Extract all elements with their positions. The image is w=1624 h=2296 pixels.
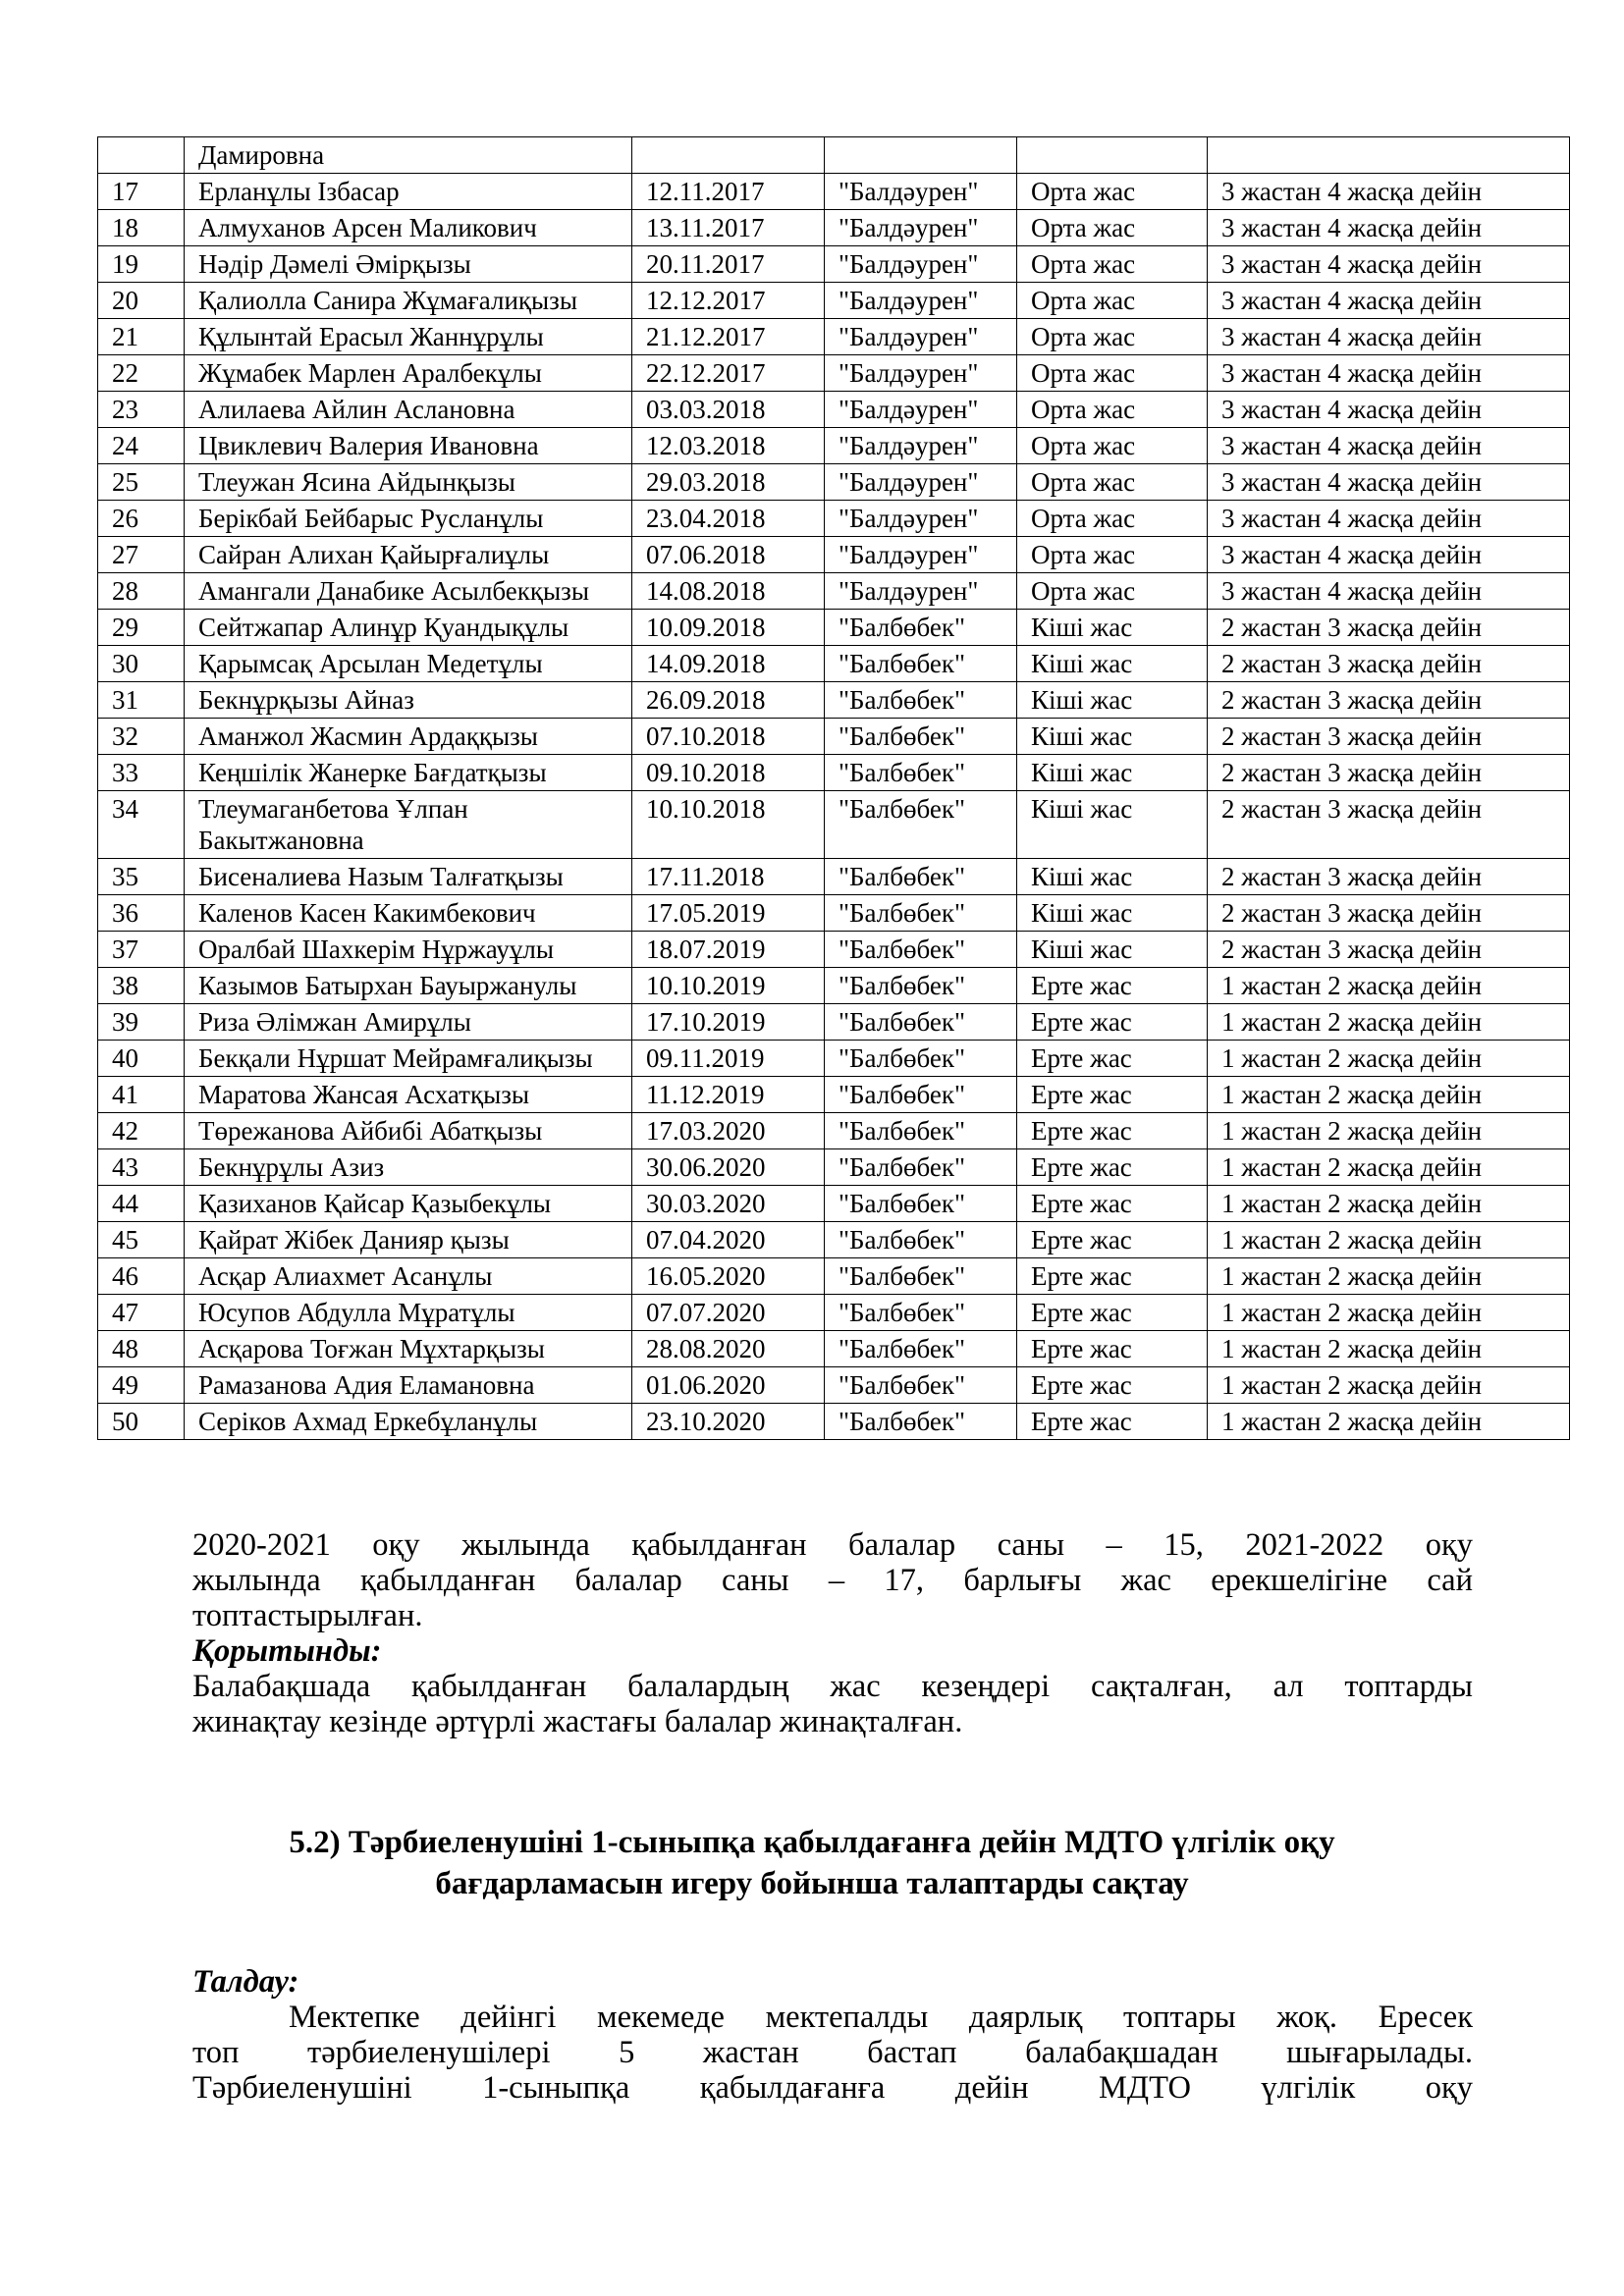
cell-age-range [1208,137,1570,174]
cell-group: "Балдәурен" [825,210,1017,246]
cell-number: 19 [98,246,185,283]
table-row [98,755,1570,791]
table-row [98,895,1570,932]
cell-birth-date: 26.09.2018 [632,682,825,719]
section-title [118,1822,1506,1904]
table-row [98,537,1570,573]
cell-age-range: 3 жастан 4 жасқа дейін [1208,537,1570,573]
cell-name: Алилаева Айлин Аслановна [185,392,632,428]
cell-number: 39 [98,1004,185,1041]
cell-name: Каленов Касен Какимбекович [185,895,632,932]
cell-group: "Балдәурен" [825,573,1017,610]
cell-number: 30 [98,646,185,682]
cell-age-range: 2 жастан 3 жасқа дейін [1208,682,1570,719]
cell-group: "Балбөбек" [825,1004,1017,1041]
cell-number: 21 [98,319,185,355]
cell-birth-date: 23.10.2020 [632,1404,825,1440]
cell-group: "Балбөбек" [825,1149,1017,1186]
cell-age-category: Кіші жас [1017,859,1208,895]
cell-age-category: Орта жас [1017,501,1208,537]
cell-birth-date: 14.08.2018 [632,573,825,610]
table-row [98,932,1570,968]
cell-name: Сейтжапар Алинұр Қуандықұлы [185,610,632,646]
cell-age-category: Орта жас [1017,210,1208,246]
cell-number: 47 [98,1295,185,1331]
cell-group: "Балбөбек" [825,1222,1017,1258]
table-row [98,392,1570,428]
cell-age-range: 1 жастан 2 жасқа дейін [1208,1149,1570,1186]
cell-age-category: Орта жас [1017,174,1208,210]
analysis-line: топ тәрбиеленушілері 5 жастан бастап балабақшадан шығарылады. [192,2035,1473,2070]
cell-age-range: 1 жастан 2 жасқа дейін [1208,968,1570,1004]
table-row [98,1331,1570,1367]
table-row [98,1004,1570,1041]
cell-age-category: Кіші жас [1017,932,1208,968]
cell-name: Нәдір Дәмелі Әмірқызы [185,246,632,283]
cell-age-category: Ерте жас [1017,1222,1208,1258]
cell-number [98,137,185,174]
cell-group: "Балбөбек" [825,1295,1017,1331]
table-row [98,1186,1570,1222]
cell-name: Оралбай Шахкерім Нұржауұлы [185,932,632,968]
cell-group: "Балдәурен" [825,501,1017,537]
cell-number: 18 [98,210,185,246]
cell-age-category: Орта жас [1017,573,1208,610]
roster-body [98,137,1570,1440]
cell-number: 37 [98,932,185,968]
cell-group: "Балдәурен" [825,392,1017,428]
cell-birth-date: 17.11.2018 [632,859,825,895]
cell-number: 29 [98,610,185,646]
cell-number: 20 [98,283,185,319]
cell-age-range: 1 жастан 2 жасқа дейін [1208,1186,1570,1222]
cell-age-range: 2 жастан 3 жасқа дейін [1208,791,1570,859]
cell-name: Қайрат Жібек Данияр қызы [185,1222,632,1258]
analysis-heading: Талдау: [192,1964,299,2000]
cell-group: "Балбөбек" [825,791,1017,859]
cell-age-category: Ерте жас [1017,1004,1208,1041]
cell-group: "Балбөбек" [825,1113,1017,1149]
cell-number: 38 [98,968,185,1004]
cell-group: "Балбөбек" [825,895,1017,932]
cell-number: 26 [98,501,185,537]
table-row [98,501,1570,537]
table-row [98,210,1570,246]
cell-name: Бекнұрұлы Азиз [185,1149,632,1186]
cell-group: "Балбөбек" [825,682,1017,719]
cell-group: "Балдәурен" [825,355,1017,392]
cell-number: 42 [98,1113,185,1149]
cell-age-range: 3 жастан 4 жасқа дейін [1208,464,1570,501]
table-row [98,682,1570,719]
cell-name: Қалиолла Санира Жұмағалиқызы [185,283,632,319]
cell-group: "Балбөбек" [825,1404,1017,1440]
cell-group: "Балбөбек" [825,1367,1017,1404]
table-row [98,246,1570,283]
table-row [98,646,1570,682]
cell-number: 36 [98,895,185,932]
cell-name: Құлынтай Ерасыл Жаннұрұлы [185,319,632,355]
cell-age-category: Кіші жас [1017,791,1208,859]
cell-birth-date: 16.05.2020 [632,1258,825,1295]
cell-name: Алмуханов Арсен Маликович [185,210,632,246]
cell-age-category: Орта жас [1017,392,1208,428]
cell-birth-date: 13.11.2017 [632,210,825,246]
cell-birth-date: 23.04.2018 [632,501,825,537]
cell-birth-date: 20.11.2017 [632,246,825,283]
cell-age-range: 3 жастан 4 жасқа дейін [1208,283,1570,319]
cell-number: 27 [98,537,185,573]
cell-number: 35 [98,859,185,895]
cell-name: Бисеналиева Назым Талғатқызы [185,859,632,895]
cell-birth-date: 18.07.2019 [632,932,825,968]
cell-number: 45 [98,1222,185,1258]
cell-age-category: Орта жас [1017,246,1208,283]
table-row [98,791,1570,859]
cell-name: Берікбай Бейбарыс Русланұлы [185,501,632,537]
cell-birth-date: 30.03.2020 [632,1186,825,1222]
conclusion-line: Балабақшада қабылданған балалардың жас кезеңдері сақталған, ал топтарды [192,1669,1473,1704]
cell-birth-date: 12.11.2017 [632,174,825,210]
summary-line: топтастырылған. [192,1598,423,1633]
cell-birth-date: 07.04.2020 [632,1222,825,1258]
cell-age-range: 1 жастан 2 жасқа дейін [1208,1077,1570,1113]
cell-birth-date: 22.12.2017 [632,355,825,392]
cell-birth-date: 07.07.2020 [632,1295,825,1331]
cell-age-range: 3 жастан 4 жасқа дейін [1208,355,1570,392]
cell-age-range: 1 жастан 2 жасқа дейін [1208,1222,1570,1258]
cell-number: 31 [98,682,185,719]
cell-age-range: 1 жастан 2 жасқа дейін [1208,1041,1570,1077]
cell-birth-date: 11.12.2019 [632,1077,825,1113]
table-row [98,1041,1570,1077]
cell-birth-date: 10.10.2019 [632,968,825,1004]
table-row [98,573,1570,610]
cell-age-range: 2 жастан 3 жасқа дейін [1208,719,1570,755]
cell-age-range: 2 жастан 3 жасқа дейін [1208,610,1570,646]
cell-age-range: 2 жастан 3 жасқа дейін [1208,755,1570,791]
cell-age-category: Кіші жас [1017,895,1208,932]
cell-group: "Балбөбек" [825,968,1017,1004]
cell-birth-date: 17.10.2019 [632,1004,825,1041]
cell-age-range: 3 жастан 4 жасқа дейін [1208,210,1570,246]
cell-age-range: 2 жастан 3 жасқа дейін [1208,859,1570,895]
cell-group: "Балбөбек" [825,932,1017,968]
cell-group: "Балбөбек" [825,1331,1017,1367]
cell-group: "Балдәурен" [825,246,1017,283]
cell-group: "Балбөбек" [825,646,1017,682]
cell-age-range: 3 жастан 4 жасқа дейін [1208,319,1570,355]
table-row [98,610,1570,646]
cell-birth-date: 12.12.2017 [632,283,825,319]
cell-group: "Балдәурен" [825,319,1017,355]
cell-age-category: Орта жас [1017,428,1208,464]
cell-birth-date: 17.03.2020 [632,1113,825,1149]
cell-name: Төрежанова Айбибі Абатқызы [185,1113,632,1149]
cell-birth-date: 21.12.2017 [632,319,825,355]
table-row [98,1258,1570,1295]
cell-birth-date: 12.03.2018 [632,428,825,464]
cell-name: Кеңшілік Жанерке Бағдатқызы [185,755,632,791]
cell-name: Бекқали Нұршат Мейрамғалиқызы [185,1041,632,1077]
cell-name: Цвиклевич Валерия Ивановна [185,428,632,464]
table-row [98,1367,1570,1404]
cell-age-range: 2 жастан 3 жасқа дейін [1208,932,1570,968]
cell-group: "Балдәурен" [825,174,1017,210]
cell-age-category: Кіші жас [1017,610,1208,646]
cell-number: 48 [98,1331,185,1367]
cell-birth-date: 14.09.2018 [632,646,825,682]
cell-number: 50 [98,1404,185,1440]
cell-group: "Балбөбек" [825,1077,1017,1113]
cell-age-category: Орта жас [1017,319,1208,355]
cell-name: Қазиханов Қайсар Қазыбекұлы [185,1186,632,1222]
cell-age-range: 1 жастан 2 жасқа дейін [1208,1295,1570,1331]
table-row [98,1404,1570,1440]
cell-age-category: Орта жас [1017,355,1208,392]
cell-group: "Балбөбек" [825,755,1017,791]
cell-group: "Балдәурен" [825,428,1017,464]
cell-age-category: Кіші жас [1017,682,1208,719]
cell-age-category: Ерте жас [1017,1077,1208,1113]
analysis-line: Мектепке дейінгі мекемеде мектепалды даярлық топтары жоқ. Ересек [289,2000,1473,2035]
cell-number: 41 [98,1077,185,1113]
cell-age-category: Ерте жас [1017,1258,1208,1295]
cell-name: Аманжол Жасмин Ардаққызы [185,719,632,755]
cell-name: Маратова Жансая Асхатқызы [185,1077,632,1113]
cell-age-category: Ерте жас [1017,1367,1208,1404]
table-row [98,283,1570,319]
cell-name: Серіков Ахмад Еркебұланұлы [185,1404,632,1440]
cell-birth-date: 09.11.2019 [632,1041,825,1077]
cell-age-category: Кіші жас [1017,646,1208,682]
conclusion-line: жинақтау кезінде әртүрлі жастағы балалар жинақталған. [192,1704,963,1739]
cell-age-range: 1 жастан 2 жасқа дейін [1208,1004,1570,1041]
cell-age-category: Ерте жас [1017,1186,1208,1222]
cell-name: Рамазанова Адия Еламановна [185,1367,632,1404]
cell-group: "Балбөбек" [825,859,1017,895]
cell-name: Қарымсақ Арсылан Медетұлы [185,646,632,682]
cell-age-category: Кіші жас [1017,719,1208,755]
cell-group: "Балбөбек" [825,1041,1017,1077]
cell-name: Юсупов Абдулла Мұратұлы [185,1295,632,1331]
table-row [98,319,1570,355]
section-title-line: бағдарламасын игеру бойынша талаптарды сақтау [435,1866,1189,1901]
table-row [98,428,1570,464]
cell-group: "Балбөбек" [825,610,1017,646]
cell-birth-date: 01.06.2020 [632,1367,825,1404]
cell-age-category: Ерте жас [1017,968,1208,1004]
cell-group [825,137,1017,174]
cell-group: "Балбөбек" [825,1258,1017,1295]
section-title-line: 5.2) Тәрбиеленушіні 1-сыныпқа қабылдағанға дейін МДТО үлгілік оқу [289,1825,1335,1860]
cell-number: 40 [98,1041,185,1077]
cell-name: Риза Әлімжан Амирұлы [185,1004,632,1041]
cell-group: "Балбөбек" [825,719,1017,755]
cell-number: 46 [98,1258,185,1295]
table-row [98,719,1570,755]
cell-name: Амангали Данабике Асылбекқызы [185,573,632,610]
cell-name: Казымов Батырхан Бауыржанулы [185,968,632,1004]
cell-birth-date: 09.10.2018 [632,755,825,791]
cell-birth-date: 07.10.2018 [632,719,825,755]
cell-age-range: 1 жастан 2 жасқа дейін [1208,1113,1570,1149]
cell-number: 34 [98,791,185,859]
cell-group: "Балдәурен" [825,464,1017,501]
cell-age-range: 1 жастан 2 жасқа дейін [1208,1331,1570,1367]
summary-line: 2020-2021 оқу жылында қабылданған балалар саны – 15, 2021-2022 оқу [192,1527,1473,1563]
cell-age-category: Ерте жас [1017,1041,1208,1077]
cell-birth-date: 29.03.2018 [632,464,825,501]
cell-age-category: Ерте жас [1017,1404,1208,1440]
cell-age-category: Орта жас [1017,283,1208,319]
cell-birth-date: 10.09.2018 [632,610,825,646]
table-row [98,1295,1570,1331]
cell-number: 23 [98,392,185,428]
table-row [98,1222,1570,1258]
cell-name: Сайран Алихан Қайырғалиұлы [185,537,632,573]
table-row [98,464,1570,501]
cell-number: 22 [98,355,185,392]
summary-paragraph [192,1527,1473,1633]
analysis-paragraph [192,2000,1473,2106]
cell-group: "Балдәурен" [825,283,1017,319]
cell-name: Жұмабек Марлен Аралбекұлы [185,355,632,392]
cell-number: 32 [98,719,185,755]
cell-age-range: 3 жастан 4 жасқа дейін [1208,174,1570,210]
cell-birth-date: 10.10.2018 [632,791,825,859]
cell-age-category: Кіші жас [1017,755,1208,791]
cell-number: 49 [98,1367,185,1404]
cell-age-range: 2 жастан 3 жасқа дейін [1208,646,1570,682]
cell-group: "Балдәурен" [825,537,1017,573]
cell-number: 44 [98,1186,185,1222]
cell-group: "Балбөбек" [825,1186,1017,1222]
table-row [98,1077,1570,1113]
cell-name: Асқарова Тоғжан Мұхтарқызы [185,1331,632,1367]
cell-age-range: 3 жастан 4 жасқа дейін [1208,428,1570,464]
cell-name: Бекнұрқызы Айназ [185,682,632,719]
cell-name: Дамировна [185,137,632,174]
cell-number: 24 [98,428,185,464]
table-row [98,859,1570,895]
cell-age-category: Орта жас [1017,537,1208,573]
summary-line: жылында қабылданған балалар саны – 17, барлығы жас ерекшелігіне сай [192,1563,1473,1598]
cell-age-range: 3 жастан 4 жасқа дейін [1208,246,1570,283]
cell-name: Тлеужан Ясина Айдынқызы [185,464,632,501]
table-row [98,968,1570,1004]
cell-birth-date: 28.08.2020 [632,1331,825,1367]
cell-age-category: Ерте жас [1017,1113,1208,1149]
cell-name: Ерланұлы Ізбасар [185,174,632,210]
cell-age-range: 3 жастан 4 жасқа дейін [1208,573,1570,610]
conclusion-heading: Қорытынды: [192,1633,382,1669]
cell-name: Тлеумаганбетова Ұлпан Бакытжановна [185,791,632,859]
cell-age-range: 1 жастан 2 жасқа дейін [1208,1258,1570,1295]
cell-age-range: 2 жастан 3 жасқа дейін [1208,895,1570,932]
cell-name: Асқар Алиахмет Асанұлы [185,1258,632,1295]
cell-birth-date: 07.06.2018 [632,537,825,573]
cell-birth-date [632,137,825,174]
table-row-continuation [98,137,1570,174]
cell-birth-date: 17.05.2019 [632,895,825,932]
cell-number: 33 [98,755,185,791]
cell-age-category: Ерте жас [1017,1295,1208,1331]
cell-age-category [1017,137,1208,174]
conclusion-paragraph [192,1669,1473,1739]
children-roster-table [97,136,1570,1440]
cell-age-range: 3 жастан 4 жасқа дейін [1208,392,1570,428]
cell-birth-date: 30.06.2020 [632,1149,825,1186]
table-row [98,174,1570,210]
cell-number: 43 [98,1149,185,1186]
cell-number: 25 [98,464,185,501]
cell-number: 17 [98,174,185,210]
table-row [98,1113,1570,1149]
table-row [98,355,1570,392]
cell-number: 28 [98,573,185,610]
cell-birth-date: 03.03.2018 [632,392,825,428]
cell-age-range: 1 жастан 2 жасқа дейін [1208,1404,1570,1440]
cell-age-category: Орта жас [1017,464,1208,501]
cell-age-category: Ерте жас [1017,1149,1208,1186]
analysis-line: Тәрбиеленушіні 1-сыныпқа қабылдағанға дейін МДТО үлгілік оқу [192,2070,1473,2106]
cell-age-range: 3 жастан 4 жасқа дейін [1208,501,1570,537]
cell-age-range: 1 жастан 2 жасқа дейін [1208,1367,1570,1404]
table-row [98,1149,1570,1186]
cell-age-category: Ерте жас [1017,1331,1208,1367]
